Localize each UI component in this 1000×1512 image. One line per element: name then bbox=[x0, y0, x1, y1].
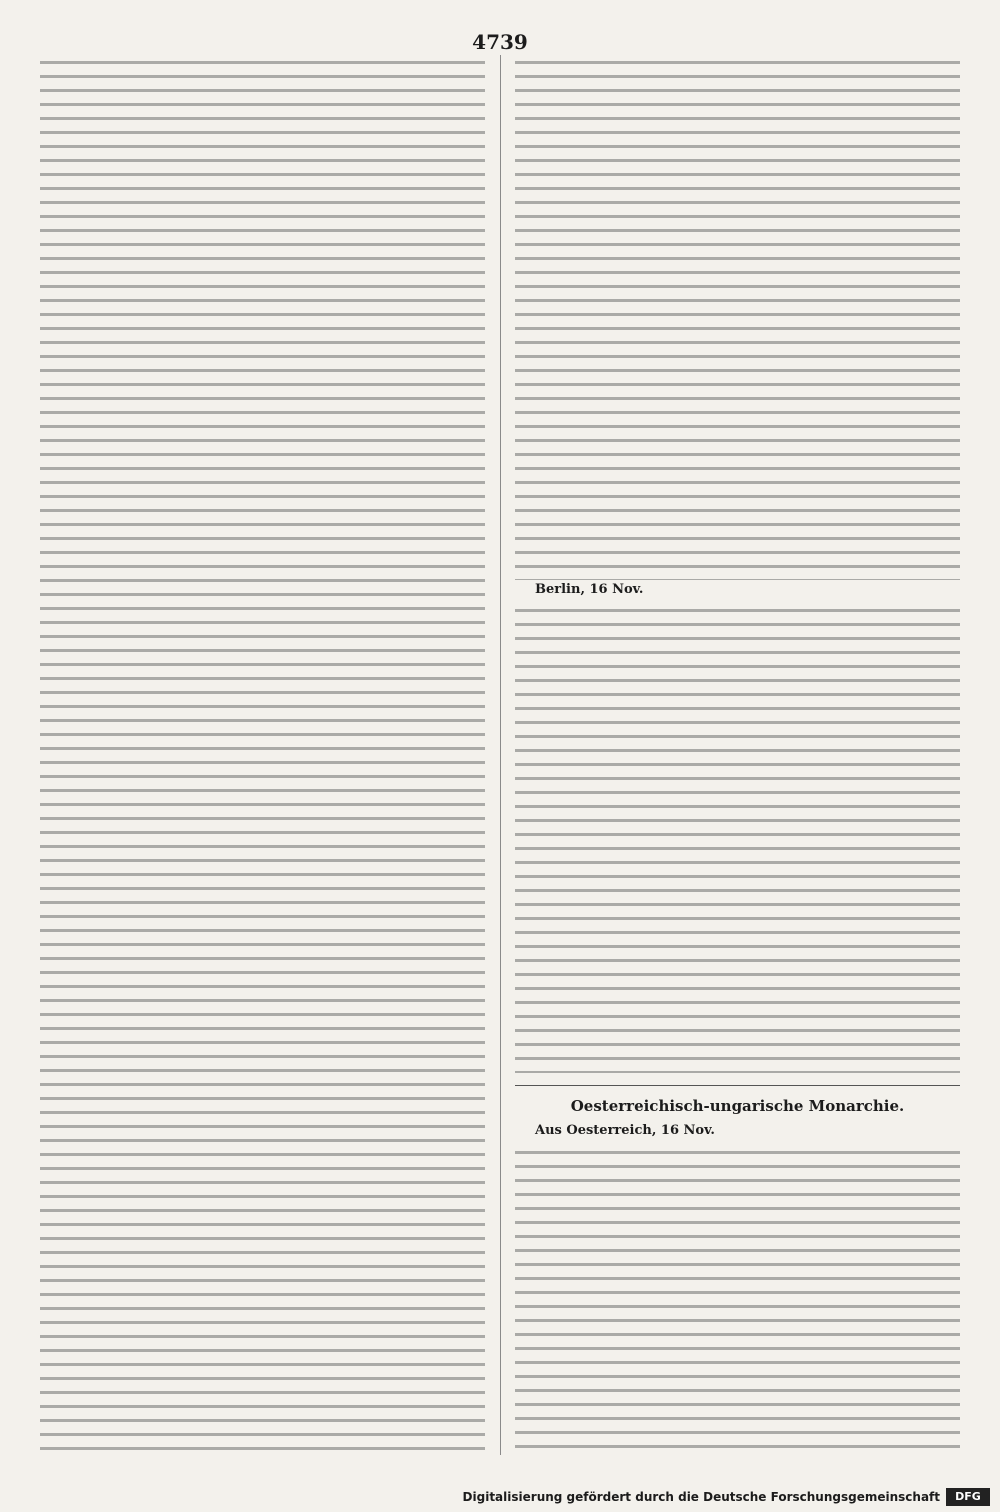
section-heading: Oesterreichisch-ungarische Monarchie. bbox=[515, 1097, 960, 1115]
text-block bbox=[515, 603, 960, 1073]
dateline-date: 16 Nov. bbox=[660, 1123, 715, 1138]
dfg-logo: DFG bbox=[946, 1488, 990, 1506]
dateline-place: Aus Oesterreich bbox=[535, 1123, 652, 1138]
text-block bbox=[40, 55, 485, 1455]
column-left bbox=[40, 55, 485, 1455]
column-divider bbox=[500, 55, 501, 1455]
columns bbox=[40, 55, 960, 1455]
column-right bbox=[515, 55, 960, 1455]
dateline-berlin: Berlin, 16 Nov. bbox=[535, 582, 649, 597]
dateline-austria: Aus Oesterreich, 16 Nov. bbox=[535, 1123, 721, 1138]
footer bbox=[0, 1486, 1000, 1512]
dateline-place: Berlin bbox=[535, 582, 581, 597]
page-number: 4739 bbox=[472, 30, 528, 54]
text-block bbox=[515, 55, 960, 580]
dateline-date: 16 Nov. bbox=[589, 582, 644, 597]
footer-text: Digitalisierung gefördert durch die Deutsche Forschungsgemeinschaft bbox=[462, 1490, 940, 1504]
text-block bbox=[515, 1145, 960, 1455]
section-rule bbox=[515, 1085, 960, 1086]
